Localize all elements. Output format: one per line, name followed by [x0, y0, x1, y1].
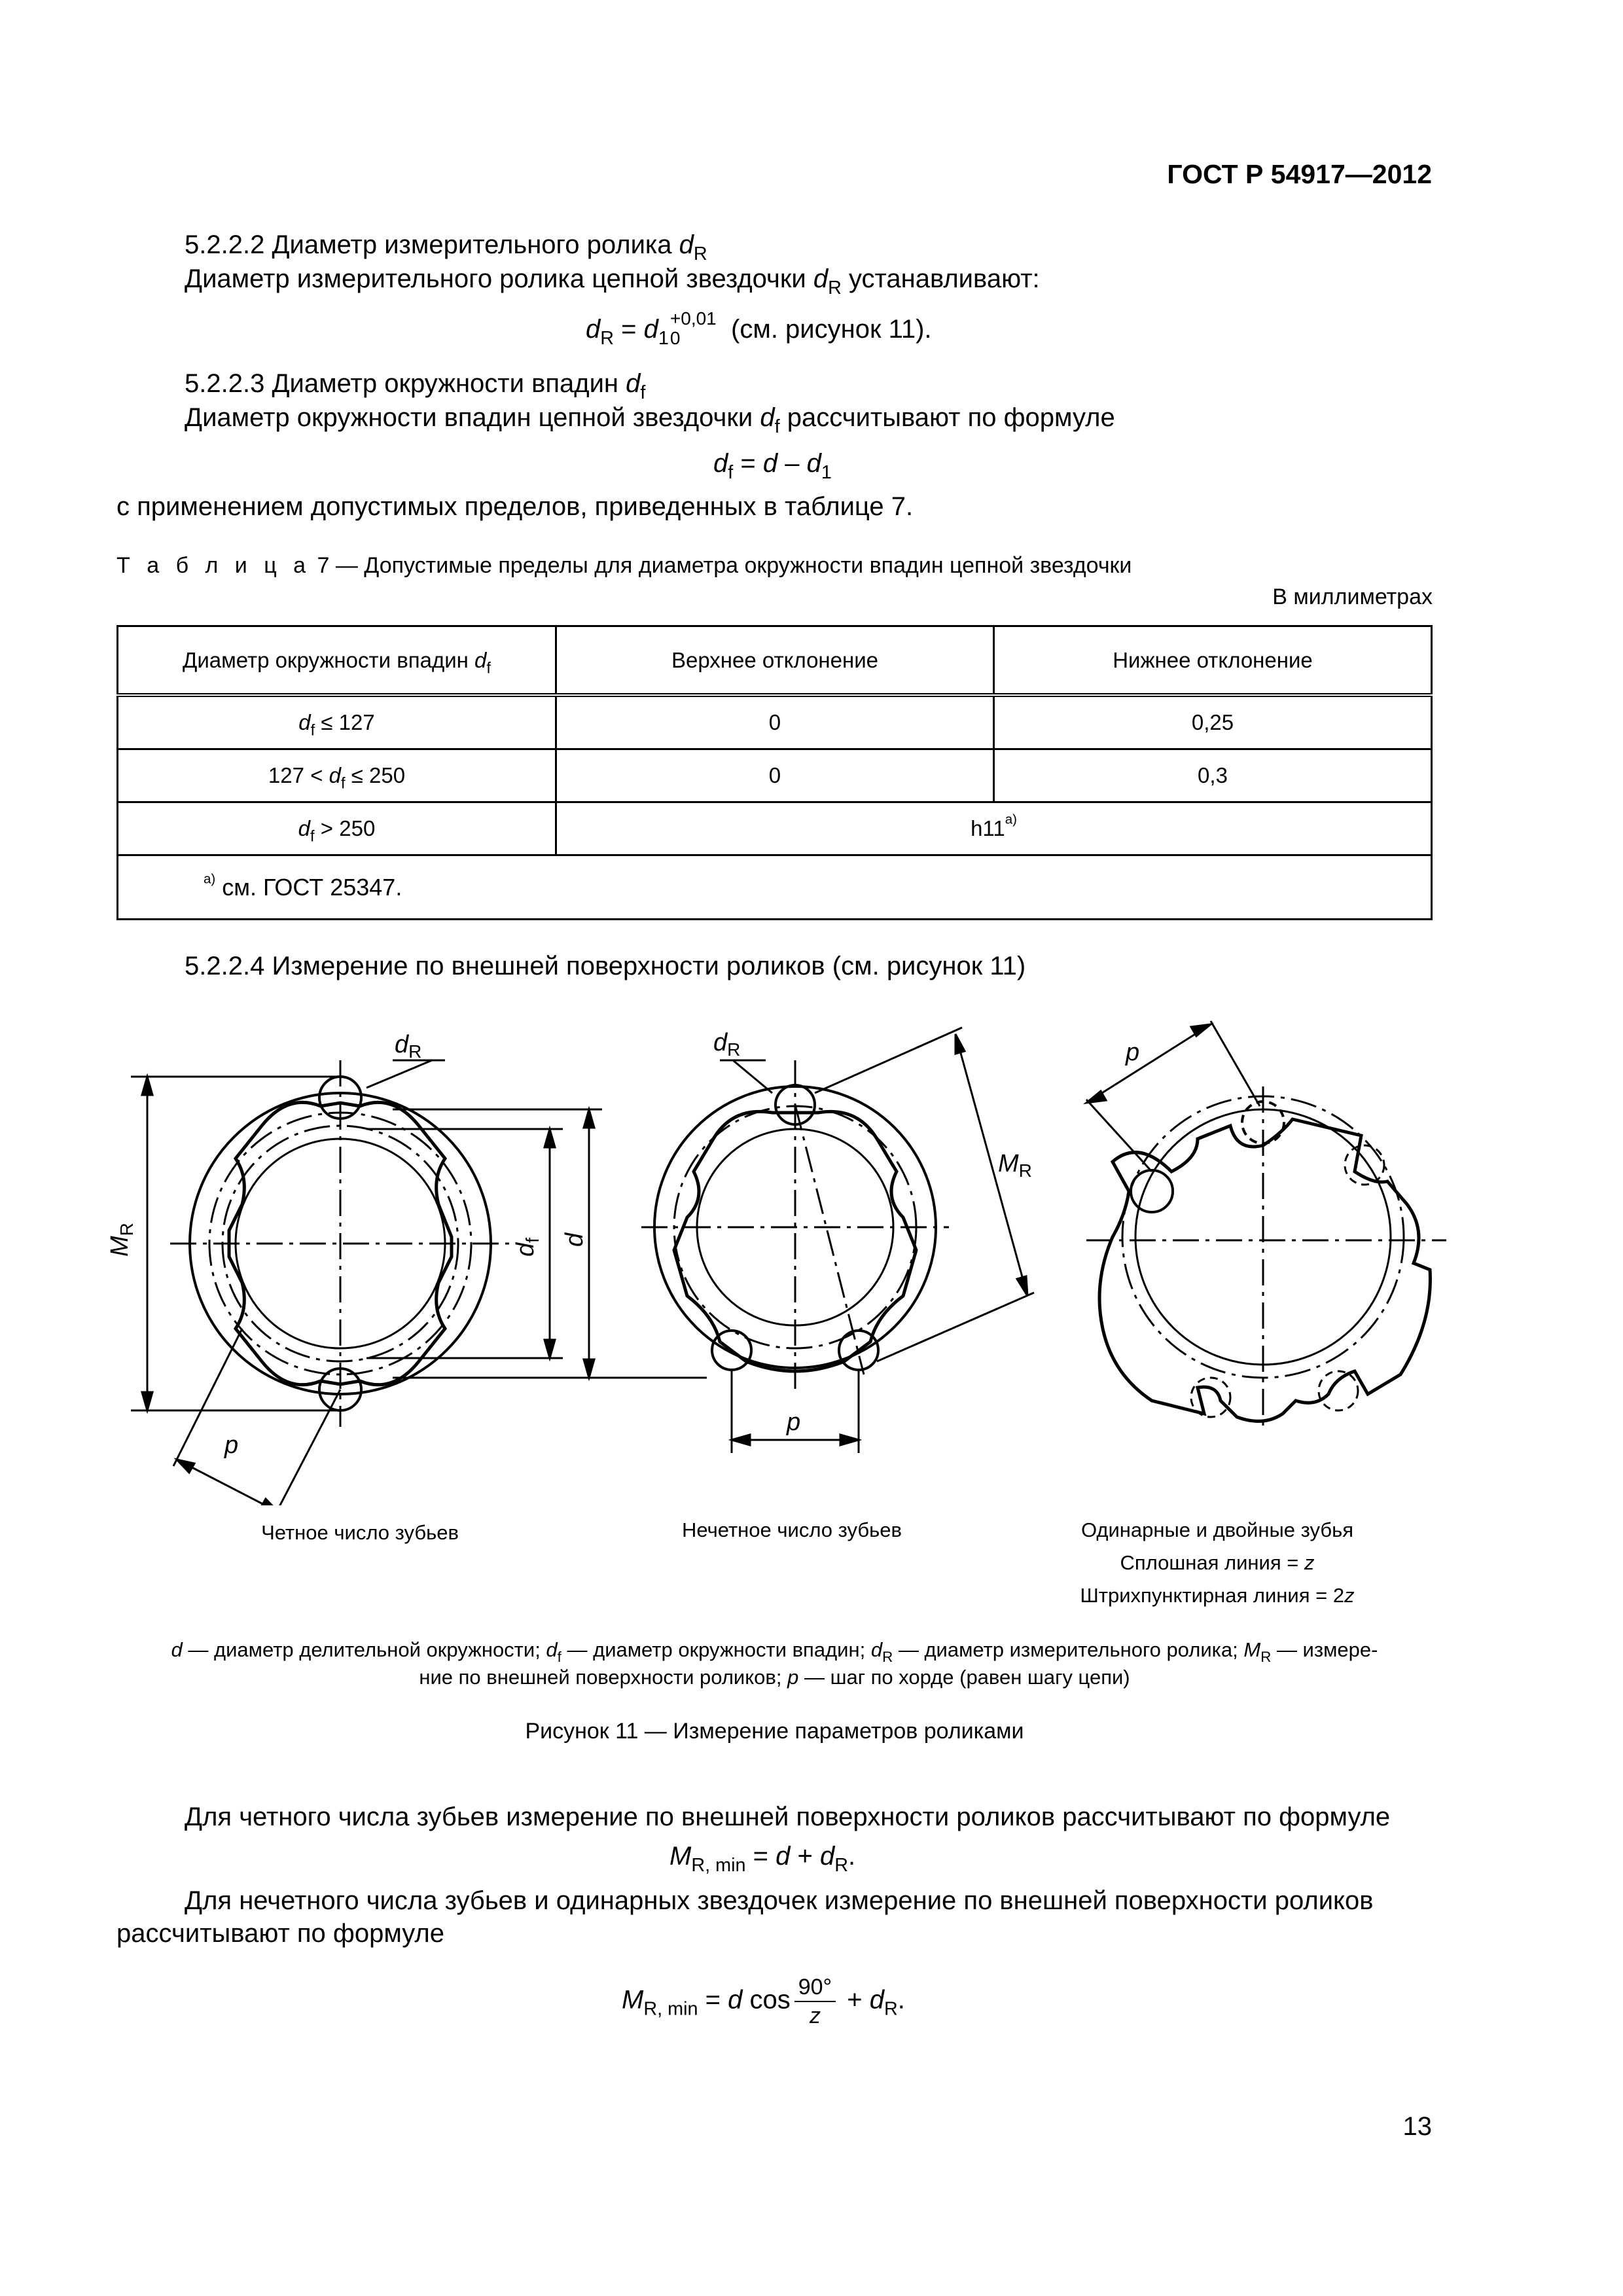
figure-11-drawing [0, 1008, 1623, 1505]
label-p-middle: p [787, 1408, 801, 1436]
table-cell: $d_f \le 127$ [118, 695, 556, 749]
section-5-2-2-3-tail: с применением допустимых пределов, приведенных в таблице 7. [116, 492, 914, 521]
table-caption: Т а б л и ц а 7 — Допустимые пределы для диаметра окружности впадин цепной звездочки [116, 553, 1132, 578]
header-cell-lower: Нижнее отклонение [993, 626, 1431, 696]
label-dR-left: $d_R$ [395, 1031, 422, 1062]
formula-df: $d_f = d - d_1$ [713, 449, 832, 484]
label-p-left: p [224, 1431, 239, 1459]
table-row [118, 695, 1432, 749]
table-cell-merged: h11$^{a)}$ [556, 802, 1431, 855]
table-cell: 0 [556, 749, 993, 802]
header-cell-diameter: Диаметр окружности впадин $d_f$ [118, 626, 556, 696]
document-header: ГОСТ Р 54917—2012 [1167, 159, 1432, 189]
figure-title: Рисунок 11 — Измерение параметров роликами [525, 1719, 1024, 1744]
table-units: В миллиметрах [1272, 584, 1433, 609]
formula-even-intro: Для четного числа зубьев измерение по внешней поверхности роликов рассчитывают по формуле [185, 1803, 1391, 1831]
section-5-2-2-2-title: 5.2.2.2 Диаметр измерительного ролика $d_R$ [185, 230, 707, 265]
table-cell: 0,3 [993, 749, 1431, 802]
formula-MR-even: $M_{R, min} = d + d_R$. [669, 1842, 856, 1876]
table-cell: $d_f > 250$ [118, 802, 556, 855]
odd-teeth-sprocket [641, 1028, 1034, 1453]
formula-MR-odd: $M_{R, min} = d$ cos $\frac{90^\circ}{z}$ + $d_R$. [622, 1975, 905, 2028]
header-cell-upper: Верхнее отклонение [556, 626, 993, 696]
caption-odd-teeth: Нечетное число зубьев [682, 1518, 902, 1541]
table-header-row [118, 626, 1432, 696]
legend-line-2: ние по внешней поверхности роликов; p — шаг по хорде (равен шагу цепи) [419, 1666, 1130, 1689]
table-cell: $127 < d_f \le 250$ [118, 749, 556, 802]
formula-odd-intro-1: Для нечетного числа зубьев и одинарных звездочек измерение по внешней поверхности роликов [185, 1886, 1374, 1915]
table-cell: 0,25 [993, 695, 1431, 749]
label-MR-middle: $M_R$ [998, 1150, 1032, 1181]
table-footnote: $^{a)}$ см. ГОСТ 25347. [118, 855, 1432, 920]
single-double-teeth-sprocket [1086, 1021, 1446, 1427]
even-teeth-sprocket [131, 1060, 707, 1505]
tolerance: +0,01 0 [669, 308, 717, 348]
label-dR-middle: $d_R$ [713, 1029, 741, 1060]
table-7 [116, 625, 1433, 920]
label-p-right: p [1126, 1039, 1140, 1066]
caption-solid-line: Сплошная линия = z [1120, 1551, 1315, 1574]
section-5-2-2-3-title: 5.2.2.3 Диаметр окружности впадин $d_f$ [185, 369, 646, 404]
label-df: $d_f$ [512, 1238, 543, 1257]
caption-single-double-teeth: Одинарные и двойные зубья [1080, 1518, 1354, 1541]
caption-dashdot-line: Штрихпунктирная линия = 2z [1080, 1584, 1355, 1607]
page-number: 13 [1402, 2112, 1432, 2141]
section-5-2-2-4-title: 5.2.2.4 Измерение по внешней поверхности роликов (см. рисунок 11) [185, 952, 1026, 980]
formula-odd-intro-2: рассчитывают по формуле [116, 1919, 444, 1948]
table-cell: 0 [556, 695, 993, 749]
formula-dR: $d_R = d_1$ +0,01 0 (см. рисунок 11). [586, 308, 932, 350]
section-5-2-2-2-text: Диаметр измерительного ролика цепной звездочки $d_R$ устанавливают: [185, 264, 1040, 299]
fraction: $\frac{90^\circ}{z}$ [794, 1973, 836, 2030]
table-row [118, 749, 1432, 802]
legend-line-1: d — диаметр делительной окружности; $d_f$ — диаметр окружности впадин; $d_R$ — диаметр измерительного ролика; $M_R$ — измере- [171, 1638, 1378, 1665]
section-5-2-2-3-text: Диаметр окружности впадин цепной звездочки $d_f$ рассчитывают по формуле [185, 403, 1115, 438]
label-d: d [561, 1232, 588, 1247]
figure-legend [116, 1636, 1433, 1691]
table-footnote-row [118, 855, 1432, 920]
table-row [118, 802, 1432, 855]
label-MR-left: $M_R$ [106, 1223, 137, 1257]
caption-even-teeth: Четное число зубьев [261, 1521, 459, 1544]
